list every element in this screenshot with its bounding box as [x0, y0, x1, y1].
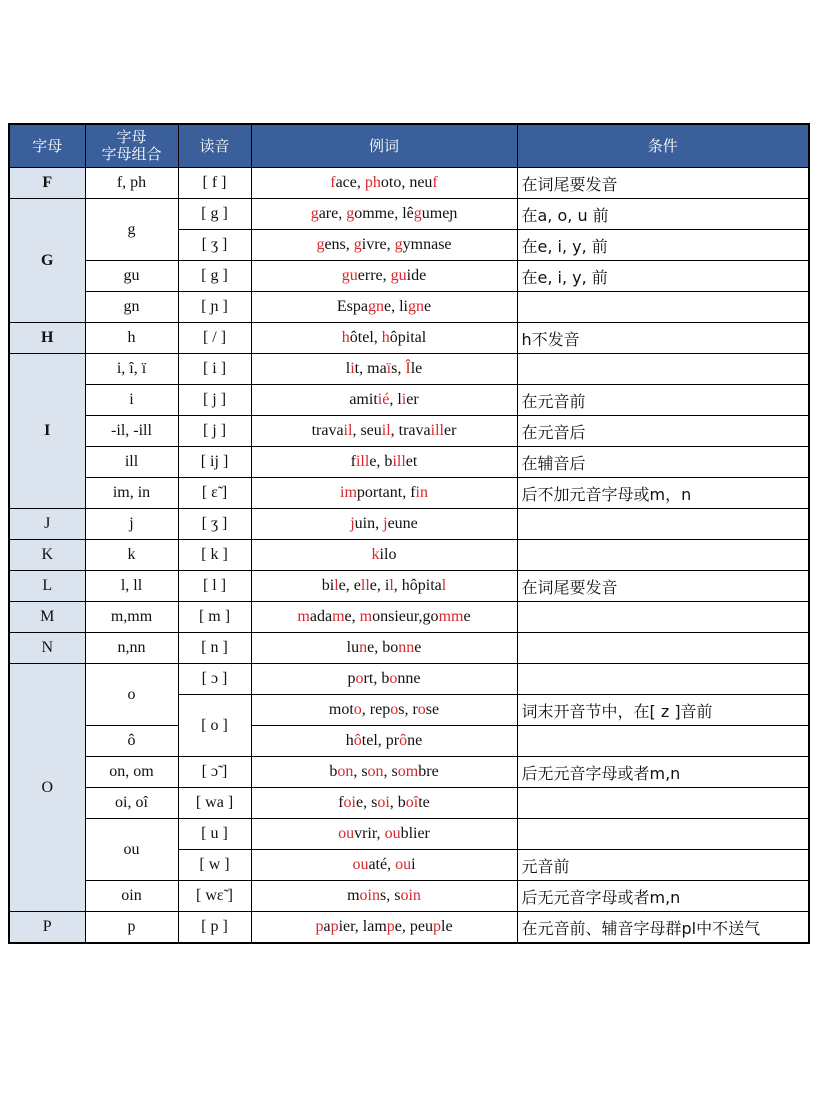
condition-cell: 后不加元音字母或m，n — [517, 478, 809, 509]
phonetic-cell: [ k ] — [178, 540, 251, 571]
example-highlight: m — [332, 608, 345, 625]
condition-cell — [517, 509, 809, 540]
phonetic-cell: [ j ] — [178, 385, 251, 416]
example-text: e, li — [384, 298, 408, 315]
example-text: e, i — [369, 577, 390, 594]
table-row — [9, 788, 809, 819]
example-cell — [251, 633, 517, 664]
example-highlight: in — [415, 484, 428, 501]
example-highlight: g — [353, 236, 362, 253]
example-highlight: oî — [405, 794, 419, 811]
example-text: e, s — [356, 794, 378, 811]
table-header-row — [9, 124, 809, 168]
example-cell — [251, 385, 517, 416]
example-highlight: oi — [343, 794, 356, 811]
phonetic-cell: [ wɛ̃ ] — [178, 881, 251, 912]
combo-cell: i, î, ï — [85, 354, 178, 385]
table-row — [9, 726, 809, 757]
example-text: ivre, — [361, 236, 395, 253]
combo-cell: p — [85, 912, 178, 944]
condition-cell: 在元音前、辅音字母群pl中不送气 — [517, 912, 809, 944]
phonetic-cell: [ ɛ̃ ] — [178, 478, 251, 509]
phonetic-cell: [ u ] — [178, 819, 251, 850]
condition-cell: h不发音 — [517, 323, 809, 354]
example-cell — [251, 509, 517, 540]
phonetic-cell: [ n ] — [178, 633, 251, 664]
example-cell — [251, 726, 517, 757]
example-highlight: ié — [377, 391, 390, 408]
letter-cell: M — [9, 602, 85, 633]
example-text: le — [410, 360, 423, 377]
table-row — [9, 509, 809, 540]
example-cell — [251, 602, 517, 633]
example-cell — [251, 261, 517, 292]
example-highlight: ill — [392, 453, 406, 470]
table-row — [9, 819, 809, 850]
example-text: ôpital — [389, 329, 427, 346]
letter-cell: K — [9, 540, 85, 571]
phonetic-cell: [ g ] — [178, 261, 251, 292]
letter-cell: I — [9, 354, 85, 509]
example-text: f — [350, 453, 356, 470]
table-row — [9, 199, 809, 230]
example-highlight: ï — [386, 360, 392, 377]
phonics-table — [8, 123, 810, 944]
combo-cell: im, in — [85, 478, 178, 509]
condition-cell — [517, 354, 809, 385]
example-highlight: p — [386, 918, 395, 935]
table-row — [9, 540, 809, 571]
phonetic-cell: [ m ] — [178, 602, 251, 633]
example-text: oto, neu — [380, 174, 433, 191]
example-highlight: f — [432, 174, 438, 191]
table-row — [9, 602, 809, 633]
example-text: , b — [389, 794, 406, 811]
phonetic-cell: [ wa ] — [178, 788, 251, 819]
example-text: , trava — [390, 422, 431, 439]
example-highlight: im — [340, 484, 357, 501]
example-text: ilo — [379, 546, 397, 563]
example-text: s, r — [398, 701, 418, 718]
letter-cell: P — [9, 912, 85, 944]
condition-cell: 后无元音字母或者m,n — [517, 757, 809, 788]
example-highlight: l — [389, 577, 394, 594]
example-highlight: l — [334, 577, 339, 594]
example-text: i — [411, 856, 416, 873]
example-text: portant, f — [356, 484, 416, 501]
example-text: , s — [383, 763, 398, 780]
example-text: l — [345, 360, 351, 377]
example-cell — [251, 819, 517, 850]
example-text: b — [329, 763, 338, 780]
letter-cell: G — [9, 199, 85, 323]
condition-cell: 在a, o, u 前 — [517, 199, 809, 230]
example-text: , l — [389, 391, 402, 408]
example-text: , seu — [352, 422, 382, 439]
example-text: h — [345, 732, 354, 749]
example-highlight: oin — [359, 887, 380, 904]
combo-cell: ou — [85, 819, 178, 881]
example-text: rt, b — [363, 670, 390, 687]
example-highlight: j — [350, 515, 355, 532]
example-cell — [251, 416, 517, 447]
example-text: f — [338, 794, 344, 811]
example-cell — [251, 168, 517, 199]
example-text: mot — [328, 701, 354, 718]
example-text: ide — [406, 267, 427, 284]
example-text: e, peu — [394, 918, 433, 935]
example-highlight: on — [337, 763, 354, 780]
example-text: ymnase — [402, 236, 452, 253]
condition-cell: 词末开音节中，在[ z ]音前 — [517, 695, 809, 726]
phonetic-cell: [ / ] — [178, 323, 251, 354]
example-text: e — [424, 298, 432, 315]
letter-cell: F — [9, 168, 85, 199]
example-text: umeɲ — [421, 205, 458, 222]
example-text: er — [406, 391, 419, 408]
phonetic-cell: [ ɔ ] — [178, 664, 251, 695]
condition-cell — [517, 602, 809, 633]
example-text: e, — [344, 608, 360, 625]
combo-cell: h — [85, 323, 178, 354]
header-letter: 字母 — [9, 124, 85, 168]
example-text: , rep — [361, 701, 391, 718]
condition-cell: 元音前 — [517, 850, 809, 881]
combo-cell: g — [85, 199, 178, 261]
condition-cell — [517, 664, 809, 695]
example-highlight: ô — [399, 732, 408, 749]
example-highlight: ou — [338, 825, 355, 842]
example-highlight: g — [310, 205, 319, 222]
example-highlight: m — [297, 608, 310, 625]
example-text: et — [405, 453, 418, 470]
example-text: ens, — [324, 236, 354, 253]
example-highlight: on — [367, 763, 384, 780]
example-text: trava — [311, 422, 344, 439]
example-text: bi — [321, 577, 335, 594]
example-highlight: Î — [405, 360, 411, 377]
table-row — [9, 571, 809, 602]
header-phonetic: 读音 — [178, 124, 251, 168]
header-combo — [85, 124, 178, 168]
table-body — [9, 168, 809, 944]
example-text: e, b — [369, 453, 393, 470]
example-highlight: mm — [438, 608, 464, 625]
phonetic-cell: [ w ] — [178, 850, 251, 881]
combo-cell: m,mm — [85, 602, 178, 633]
example-highlight: il — [343, 422, 353, 439]
example-highlight: j — [383, 515, 388, 532]
example-highlight: g — [346, 205, 355, 222]
example-text: uin, — [354, 515, 384, 532]
example-text: ôtel, — [349, 329, 382, 346]
combo-cell: gu — [85, 261, 178, 292]
example-text: a — [323, 918, 331, 935]
phonetic-cell: [ l ] — [178, 571, 251, 602]
example-text: blier — [400, 825, 430, 842]
phonetic-cell: [ f ] — [178, 168, 251, 199]
phonetic-cell: [ p ] — [178, 912, 251, 944]
example-text: e, bo — [367, 639, 399, 656]
table-row — [9, 354, 809, 385]
example-highlight: o — [355, 670, 364, 687]
example-text: Espa — [336, 298, 368, 315]
example-text: s, s — [380, 887, 401, 904]
example-text: omme, lê — [354, 205, 414, 222]
example-highlight: ou — [395, 856, 412, 873]
example-cell — [251, 571, 517, 602]
table-row — [9, 261, 809, 292]
example-text: eune — [387, 515, 418, 532]
example-highlight: ou — [384, 825, 401, 842]
table-row — [9, 416, 809, 447]
condition-cell: 在e, i, y, 前 — [517, 261, 809, 292]
example-highlight: n — [359, 639, 368, 656]
example-text: ace, — [335, 174, 365, 191]
example-highlight: o — [417, 701, 426, 718]
phonetic-cell: [ ʒ ] — [178, 509, 251, 540]
example-cell — [251, 292, 517, 323]
header-condition: 条件 — [517, 124, 809, 168]
example-text: até, — [368, 856, 396, 873]
combo-cell: ill — [85, 447, 178, 478]
letter-cell: N — [9, 633, 85, 664]
combo-cell: oi, oî — [85, 788, 178, 819]
example-text: lu — [346, 639, 360, 656]
letter-cell: H — [9, 323, 85, 354]
phonetic-cell: [ ij ] — [178, 447, 251, 478]
table-row — [9, 447, 809, 478]
condition-cell — [517, 292, 809, 323]
example-cell — [251, 757, 517, 788]
letter-cell: O — [9, 664, 85, 912]
letter-cell: L — [9, 571, 85, 602]
combo-cell: j — [85, 509, 178, 540]
example-highlight: gu — [341, 267, 358, 284]
header-combo-line1: 字母 — [116, 128, 147, 146]
example-highlight: p — [315, 918, 324, 935]
example-text: ier, lam — [338, 918, 387, 935]
example-text: s, — [391, 360, 406, 377]
combo-cell: oin — [85, 881, 178, 912]
example-highlight: gn — [408, 298, 424, 315]
table-row — [9, 168, 809, 199]
example-highlight: oi — [377, 794, 390, 811]
example-cell — [251, 912, 517, 944]
condition-cell: 后无元音字母或者m,n — [517, 881, 809, 912]
table-row — [9, 385, 809, 416]
example-highlight: p — [433, 918, 441, 935]
example-text: te — [418, 794, 430, 811]
example-cell — [251, 199, 517, 230]
example-text: amit — [349, 391, 378, 408]
example-cell — [251, 664, 517, 695]
condition-cell: 在e, i, y, 前 — [517, 230, 809, 261]
table-row — [9, 292, 809, 323]
example-highlight: o — [390, 701, 399, 718]
example-text: t, ma — [354, 360, 387, 377]
example-text: nne — [397, 670, 421, 687]
example-highlight: il — [381, 422, 391, 439]
example-highlight: m — [359, 608, 373, 625]
example-text: p — [347, 670, 356, 687]
example-text: e, e — [338, 577, 361, 594]
example-highlight: g — [394, 236, 403, 253]
example-highlight: k — [371, 546, 380, 563]
example-text: m — [347, 887, 360, 904]
combo-cell: gn — [85, 292, 178, 323]
example-text: erre, — [357, 267, 391, 284]
combo-cell: k — [85, 540, 178, 571]
phonetic-cell: [ ɔ̃ ] — [178, 757, 251, 788]
example-cell — [251, 850, 517, 881]
example-highlight: g — [316, 236, 325, 253]
example-cell — [251, 230, 517, 261]
example-highlight: ill — [355, 453, 370, 470]
example-highlight: oin — [400, 887, 421, 904]
example-highlight: ph — [364, 174, 381, 191]
condition-cell — [517, 633, 809, 664]
table-row — [9, 757, 809, 788]
example-text: , hôpita — [393, 577, 442, 594]
example-highlight: ll — [360, 577, 370, 594]
example-highlight: ill — [430, 422, 444, 439]
example-highlight: i — [350, 360, 355, 377]
combo-cell: o — [85, 664, 178, 726]
example-text: onsieur,go — [372, 608, 439, 625]
example-highlight: om — [397, 763, 419, 780]
condition-cell — [517, 788, 809, 819]
example-highlight: o — [353, 701, 362, 718]
letter-cell: J — [9, 509, 85, 540]
example-highlight: ô — [353, 732, 362, 749]
phonetic-cell: [ j ] — [178, 416, 251, 447]
example-cell — [251, 447, 517, 478]
example-highlight: l — [441, 577, 447, 594]
example-highlight: o — [389, 670, 398, 687]
example-text: er — [443, 422, 457, 439]
example-highlight: gn — [368, 298, 384, 315]
example-text: vrir, — [354, 825, 385, 842]
header-examples: 例词 — [251, 124, 517, 168]
example-text: tel, pr — [361, 732, 400, 749]
example-cell — [251, 695, 517, 726]
example-text: e — [414, 639, 422, 656]
table-row — [9, 323, 809, 354]
table-row — [9, 633, 809, 664]
combo-cell: l, ll — [85, 571, 178, 602]
example-cell — [251, 788, 517, 819]
combo-cell: i — [85, 385, 178, 416]
example-text: le — [441, 918, 453, 935]
table-row — [9, 912, 809, 944]
example-cell — [251, 478, 517, 509]
phonetic-cell: [ o ] — [178, 695, 251, 757]
condition-cell: 在词尾要发音 — [517, 571, 809, 602]
example-cell — [251, 354, 517, 385]
example-highlight: p — [330, 918, 339, 935]
condition-cell: 在辅音后 — [517, 447, 809, 478]
combo-cell: ô — [85, 726, 178, 757]
example-highlight: g — [413, 205, 422, 222]
phonetic-cell: [ ɲ ] — [178, 292, 251, 323]
example-text: se — [425, 701, 440, 718]
example-highlight: h — [381, 329, 390, 346]
example-text: , s — [353, 763, 368, 780]
example-cell — [251, 881, 517, 912]
condition-cell: 在词尾要发音 — [517, 168, 809, 199]
table-row — [9, 881, 809, 912]
example-highlight: f — [330, 174, 336, 191]
example-text: e — [463, 608, 471, 625]
example-highlight: i — [401, 391, 407, 408]
phonetic-cell: [ ʒ ] — [178, 230, 251, 261]
example-highlight: gu — [390, 267, 407, 284]
condition-cell — [517, 726, 809, 757]
condition-cell — [517, 540, 809, 571]
combo-cell: -il, -ill — [85, 416, 178, 447]
example-highlight: h — [341, 329, 350, 346]
example-highlight: nn — [398, 639, 415, 656]
header-combo-line2: 字母组合 — [101, 145, 162, 163]
combo-cell: on, om — [85, 757, 178, 788]
phonetic-cell: [ g ] — [178, 199, 251, 230]
example-highlight: ou — [352, 856, 369, 873]
combo-cell: n,nn — [85, 633, 178, 664]
example-text: ada — [309, 608, 333, 625]
example-text: bre — [418, 763, 439, 780]
table-row — [9, 664, 809, 695]
combo-cell: f, ph — [85, 168, 178, 199]
example-cell — [251, 540, 517, 571]
table-row — [9, 478, 809, 509]
example-cell — [251, 323, 517, 354]
condition-cell: 在元音后 — [517, 416, 809, 447]
phonetic-cell: [ i ] — [178, 354, 251, 385]
example-text: ne — [407, 732, 423, 749]
condition-cell — [517, 819, 809, 850]
example-text: are, — [318, 205, 347, 222]
condition-cell: 在元音前 — [517, 385, 809, 416]
